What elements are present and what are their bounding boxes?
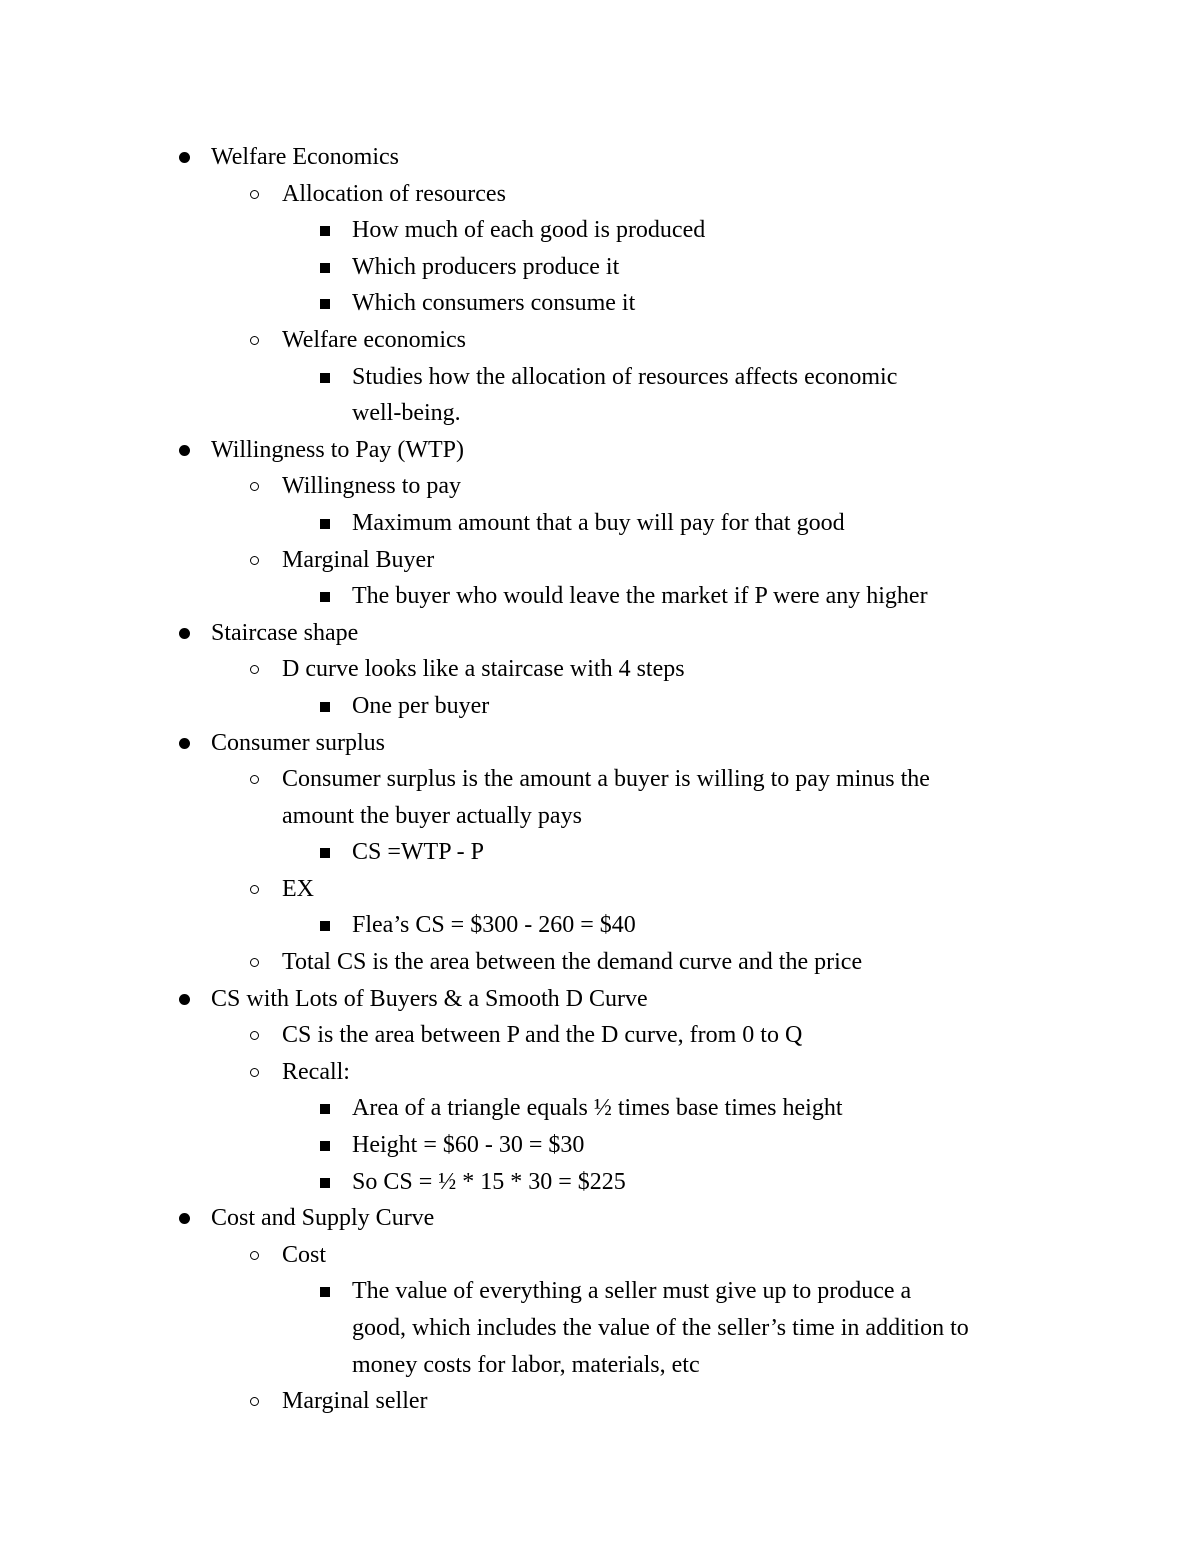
filled-square-bullet-icon bbox=[320, 921, 330, 931]
outline-item-text: Maximum amount that a buy will pay for that good bbox=[352, 509, 845, 536]
outline-item-level-3 bbox=[0, 359, 1200, 396]
filled-circle-bullet-icon bbox=[179, 738, 190, 749]
hollow-circle-bullet-icon bbox=[250, 1068, 259, 1077]
hollow-circle-bullet-icon bbox=[250, 958, 259, 967]
outline-item-text: Cost and Supply Curve bbox=[211, 1205, 435, 1232]
outline-item-text: Consumer surplus is the amount a buyer is willing to pay minus the bbox=[282, 766, 930, 793]
outline-item-level-2 bbox=[0, 1237, 1200, 1274]
outline-item-text: EX bbox=[282, 875, 314, 902]
outline-item-level-3 bbox=[0, 285, 1200, 322]
outline-item-text: Cost bbox=[282, 1241, 327, 1268]
filled-square-bullet-icon bbox=[320, 373, 330, 383]
outline-item-text: amount the buyer actually pays bbox=[282, 802, 582, 829]
outline-item-level-1 bbox=[0, 139, 1200, 176]
outline-item-text: Recall: bbox=[282, 1058, 350, 1085]
outline-item-text: The buyer who would leave the market if P were any higher bbox=[352, 583, 928, 610]
outline-item-text: Which consumers consume it bbox=[352, 290, 636, 317]
outline-item-text: Area of a triangle equals ½ times base times height bbox=[352, 1095, 843, 1122]
outline-item-text: well-being. bbox=[352, 400, 461, 427]
filled-circle-bullet-icon bbox=[179, 152, 190, 163]
outline-item-level-3 bbox=[0, 688, 1200, 725]
outline-item-level-2 bbox=[0, 322, 1200, 359]
outline-item-level-3 bbox=[0, 1273, 1200, 1310]
hollow-circle-bullet-icon bbox=[250, 1251, 259, 1260]
outline-item-level-1 bbox=[0, 1200, 1200, 1237]
filled-square-bullet-icon bbox=[320, 1287, 330, 1297]
outline-item-text: One per buyer bbox=[352, 692, 490, 719]
outline-item-text: Height = $60 - 30 = $30 bbox=[352, 1132, 585, 1159]
outline-item-continuation bbox=[0, 1347, 1200, 1384]
filled-square-bullet-icon bbox=[320, 299, 330, 309]
outline-item-level-3 bbox=[0, 1090, 1200, 1127]
outline-item-level-3 bbox=[0, 834, 1200, 871]
outline-item-text: Total CS is the area between the demand curve and the price bbox=[282, 949, 863, 976]
hollow-circle-bullet-icon bbox=[250, 665, 259, 674]
outline-item-level-2 bbox=[0, 944, 1200, 981]
outline-item-text: Marginal seller bbox=[282, 1388, 428, 1415]
outline-item-level-2 bbox=[0, 468, 1200, 505]
outline-item-text: Which producers produce it bbox=[352, 253, 620, 280]
outline-item-level-1 bbox=[0, 615, 1200, 652]
outline-item-text: Staircase shape bbox=[211, 619, 359, 646]
filled-circle-bullet-icon bbox=[179, 628, 190, 639]
hollow-circle-bullet-icon bbox=[250, 1031, 259, 1040]
outline-item-text: Consumer surplus bbox=[211, 729, 385, 756]
outline-item-text: CS =WTP - P bbox=[352, 839, 484, 866]
outline-item-text: Allocation of resources bbox=[282, 180, 506, 207]
outline-item-level-2 bbox=[0, 761, 1200, 798]
outline-item-text: Willingness to Pay (WTP) bbox=[211, 436, 465, 463]
outline-item-level-1 bbox=[0, 432, 1200, 469]
outline-item-level-3 bbox=[0, 1164, 1200, 1201]
outline-item-text: Willingness to pay bbox=[282, 473, 462, 500]
hollow-circle-bullet-icon bbox=[250, 190, 259, 199]
outline-item-level-3 bbox=[0, 505, 1200, 542]
outline-item-text: Welfare economics bbox=[282, 326, 466, 353]
outline-item-continuation bbox=[0, 1310, 1200, 1347]
hollow-circle-bullet-icon bbox=[250, 482, 259, 491]
hollow-circle-bullet-icon bbox=[250, 556, 259, 565]
outline-item-text: Studies how the allocation of resources affects economic bbox=[352, 363, 898, 390]
outline-item-level-2 bbox=[0, 871, 1200, 908]
outline-item-text: D curve looks like a staircase with 4 steps bbox=[282, 656, 685, 683]
outline-item-level-2 bbox=[0, 1017, 1200, 1054]
outline-item-text: CS with Lots of Buyers & a Smooth D Curve bbox=[211, 985, 648, 1012]
filled-square-bullet-icon bbox=[320, 592, 330, 602]
outline-item-level-3 bbox=[0, 1127, 1200, 1164]
filled-square-bullet-icon bbox=[320, 848, 330, 858]
outline-item-text: good, which includes the value of the seller’s time in addition to bbox=[352, 1315, 969, 1341]
hollow-circle-bullet-icon bbox=[250, 1397, 259, 1406]
hollow-circle-bullet-icon bbox=[250, 336, 259, 345]
filled-square-bullet-icon bbox=[320, 1104, 330, 1114]
filled-circle-bullet-icon bbox=[179, 1213, 190, 1224]
outline-item-level-2 bbox=[0, 651, 1200, 688]
outline-item-level-3 bbox=[0, 212, 1200, 249]
outline-item-level-3 bbox=[0, 578, 1200, 615]
filled-square-bullet-icon bbox=[320, 702, 330, 712]
outline-item-level-1 bbox=[0, 725, 1200, 762]
outline-item-level-3 bbox=[0, 249, 1200, 286]
outline-item-level-2 bbox=[0, 542, 1200, 579]
outline-item-level-2 bbox=[0, 1054, 1200, 1091]
filled-square-bullet-icon bbox=[320, 519, 330, 529]
hollow-circle-bullet-icon bbox=[250, 885, 259, 894]
filled-square-bullet-icon bbox=[320, 1141, 330, 1151]
filled-square-bullet-icon bbox=[320, 1178, 330, 1188]
outline-item-text: CS is the area between P and the D curve, from 0 to Q bbox=[282, 1022, 803, 1049]
document-outline bbox=[0, 139, 1200, 1420]
outline-item-text: How much of each good is produced bbox=[352, 217, 706, 244]
outline-item-level-2 bbox=[0, 176, 1200, 213]
outline-item-text: Marginal Buyer bbox=[282, 546, 435, 573]
filled-circle-bullet-icon bbox=[179, 445, 190, 456]
filled-square-bullet-icon bbox=[320, 263, 330, 273]
filled-square-bullet-icon bbox=[320, 226, 330, 236]
outline-item-level-3 bbox=[0, 907, 1200, 944]
outline-item-text: Welfare Economics bbox=[211, 144, 399, 170]
outline-item-level-1 bbox=[0, 981, 1200, 1018]
filled-circle-bullet-icon bbox=[179, 994, 190, 1005]
outline-item-continuation bbox=[0, 395, 1200, 432]
outline-item-text: So CS = ½ * 15 * 30 = $225 bbox=[352, 1168, 626, 1195]
outline-item-text: money costs for labor, materials, etc bbox=[352, 1351, 700, 1378]
outline-item-level-2 bbox=[0, 1383, 1200, 1420]
outline-item-continuation bbox=[0, 798, 1200, 835]
outline-item-text: The value of everything a seller must give up to produce a bbox=[352, 1278, 912, 1305]
outline-item-text: Flea’s CS = $300 - 260 = $40 bbox=[352, 912, 636, 939]
hollow-circle-bullet-icon bbox=[250, 775, 259, 784]
